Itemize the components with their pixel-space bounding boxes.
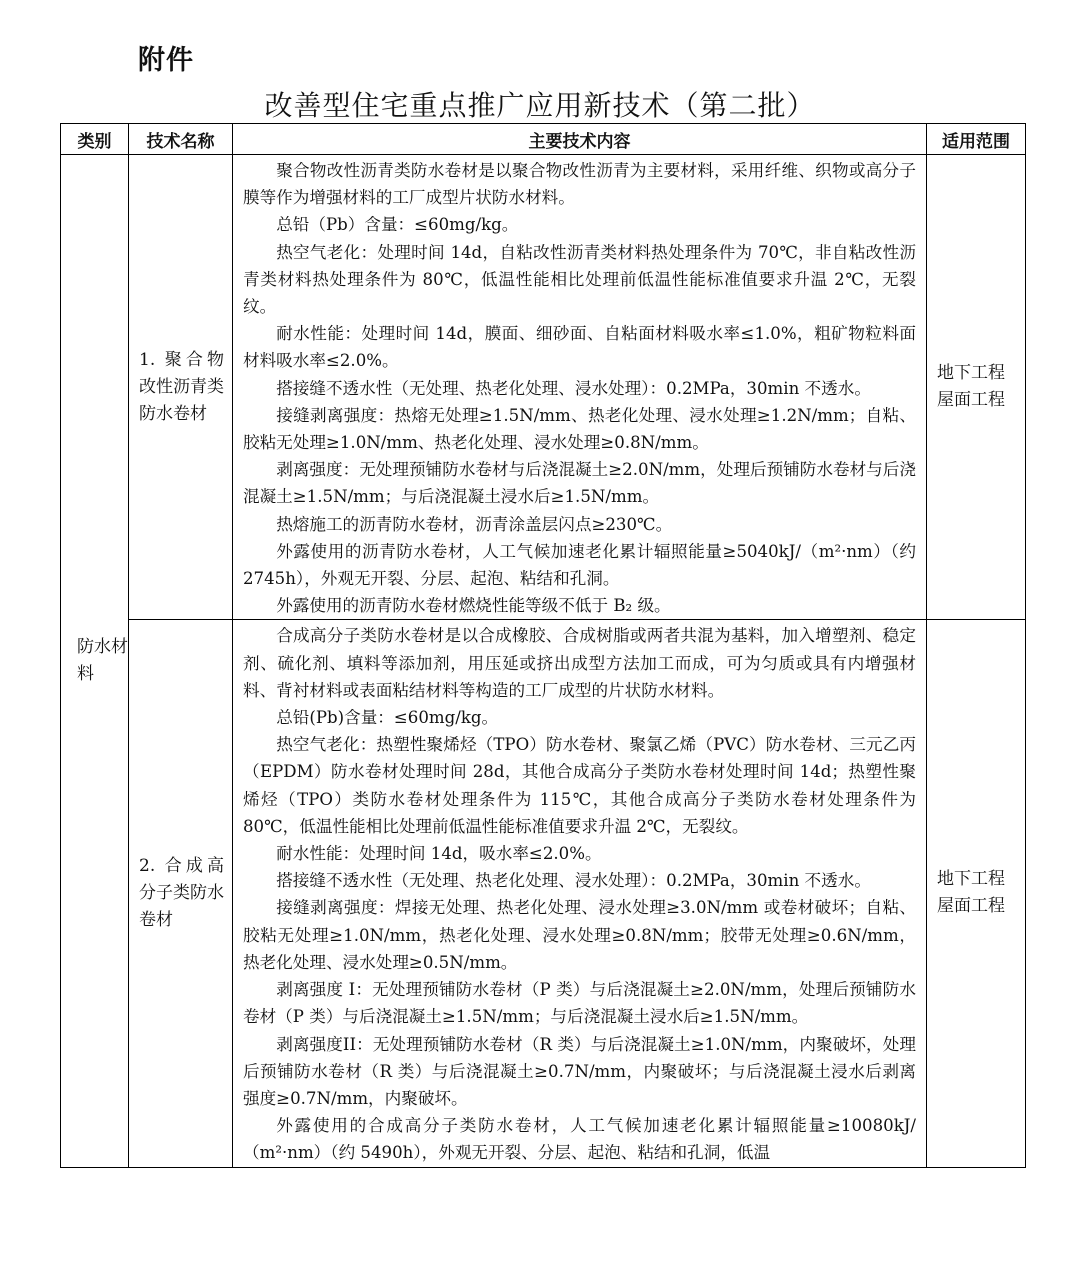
- content-paragraph: 搭接缝不透水性（无处理、热老化处理、浸水处理）：0.2MPa，30min 不透水。: [276, 871, 871, 891]
- content-paragraph: 聚合物改性沥青类防水卷材是以聚合物改性沥青为主要材料，采用纤维、织物或高分子膜等作为增强材料的工厂成型片状防水材料。: [243, 161, 916, 208]
- table-header-row: [61, 124, 1026, 155]
- content-paragraph: 合成高分子类防水卷材是以合成橡胶、合成树脂或两者共混为基料，加入增塑剂、稳定剂、硫化剂、填料等添加剂，用压延或挤出成型方法加工而成，可为匀质或具有内增强材料、背衬材料或表面粘结材料等构造的工厂成型的片状防水材料。: [243, 626, 916, 700]
- header-content: 主要技术内容: [233, 124, 927, 155]
- content-paragraph: 耐水性能：处理时间 14d，膜面、细砂面、自粘面材料吸水率≤1.0%，粗矿物粒料面材料吸水率≤2.0%。: [243, 324, 916, 371]
- header-scope: 适用范围: [927, 124, 1026, 155]
- content-paragraph: 热空气老化：热塑性聚烯烃（TPO）防水卷材、聚氯乙烯（PVC）防水卷材、三元乙丙（EPDM）防水卷材处理时间 28d，其他合成高分子类防水卷材处理时间 14d；热塑性聚烯烃（TPO）类防水卷材处理条件为 115℃，其他合成高分子类防水卷材处理条件为 80℃，低温性能相比处理前低温性能标准值要求升温 2℃，无裂纹。: [243, 735, 916, 836]
- technology-content: [233, 155, 927, 620]
- content-paragraph: 接缝剥离强度：焊接无处理、热老化处理、浸水处理≥3.0N/mm 或卷材破坏；自粘、胶粘无处理≥1.0N/mm，热老化处理、浸水处理≥0.8N/mm；胶带无处理≥0.6N/mm，热老化处理、浸水处理≥0.5N/mm。: [243, 898, 916, 972]
- content-paragraph: 总铅(Pb)含量：≤60mg/kg。: [276, 708, 499, 728]
- header-category: 类别: [61, 124, 129, 155]
- table-row: [61, 155, 1026, 620]
- category-cell: 防水材料: [61, 155, 129, 1168]
- content-paragraph: 总铅（Pb）含量：≤60mg/kg。: [276, 215, 519, 235]
- table-row: [61, 620, 1026, 1167]
- scope-cell: 地下工程 屋面工程: [927, 155, 1026, 620]
- technology-name: 1. 聚合物改性沥青类防水卷材: [129, 155, 233, 620]
- content-paragraph: 搭接缝不透水性（无处理、热老化处理、浸水处理）：0.2MPa，30min 不透水。: [276, 378, 871, 398]
- content-paragraph: 热熔施工的沥青防水卷材，沥青涂盖层闪点≥230℃。: [276, 514, 673, 534]
- content-paragraph: 接缝剥离强度：热熔无处理≥1.5N/mm、热老化处理、浸水处理≥1.2N/mm；自粘、胶粘无处理≥1.0N/mm、热老化处理、浸水处理≥0.8N/mm。: [243, 405, 916, 453]
- technology-content: [233, 620, 927, 1167]
- content-paragraph: 剥离强度：无处理预铺防水卷材与后浇混凝土≥2.0N/mm，处理后预铺防水卷材与后浇混凝土≥1.5N/mm；与后浇混凝土浸水后≥1.5N/mm。: [243, 460, 916, 507]
- content-paragraph: 热空气老化：处理时间 14d，自粘改性沥青类材料热处理条件为 70℃，非自粘改性沥青类材料热处理条件为 80℃，低温性能相比处理前低温性能标准值要求升温 2℃，无裂纹。: [243, 242, 916, 317]
- content-paragraph: 外露使用的沥青防水卷材，人工气候加速老化累计辐照能量≥5040kJ/（m²·nm）（约 2745h），外观无开裂、分层、起泡、粘结和孔洞。: [243, 541, 916, 589]
- content-paragraph: 剥离强度II：无处理预铺防水卷材（R 类）与后浇混凝土≥1.0N/mm，内聚破坏，处理后预铺防水卷材（R 类）与后浇混凝土≥0.7N/mm，内聚破坏；与后浇混凝土浸水后剥离强度≥0.7N/mm，内聚破坏。: [243, 1034, 916, 1108]
- technology-table: [60, 123, 1026, 1168]
- page-title: 改善型住宅重点推广应用新技术（第二批）: [264, 89, 816, 122]
- content-paragraph: 剥离强度 I：无处理预铺防水卷材（P 类）与后浇混凝土≥2.0N/mm，处理后预铺防水卷材（P 类）与后浇混凝土≥1.5N/mm；与后浇混凝土浸水后≥1.5N/mm。: [243, 980, 916, 1027]
- content-paragraph: 外露使用的合成高分子类防水卷材，人工气候加速老化累计辐照能量≥10080kJ/（m²·nm）（约 5490h），外观无开裂、分层、起泡、粘结和孔洞，低温: [243, 1116, 916, 1163]
- attachment-label: 附件: [138, 45, 194, 76]
- content-paragraph: 外露使用的沥青防水卷材燃烧性能等级不低于 B₂ 级。: [276, 596, 671, 616]
- content-paragraph: 耐水性能：处理时间 14d，吸水率≤2.0%。: [276, 844, 602, 864]
- header-name: 技术名称: [129, 124, 233, 155]
- technology-name: 2. 合成高分子类防水卷材: [129, 620, 233, 1167]
- scope-cell: 地下工程 屋面工程: [927, 620, 1026, 1167]
